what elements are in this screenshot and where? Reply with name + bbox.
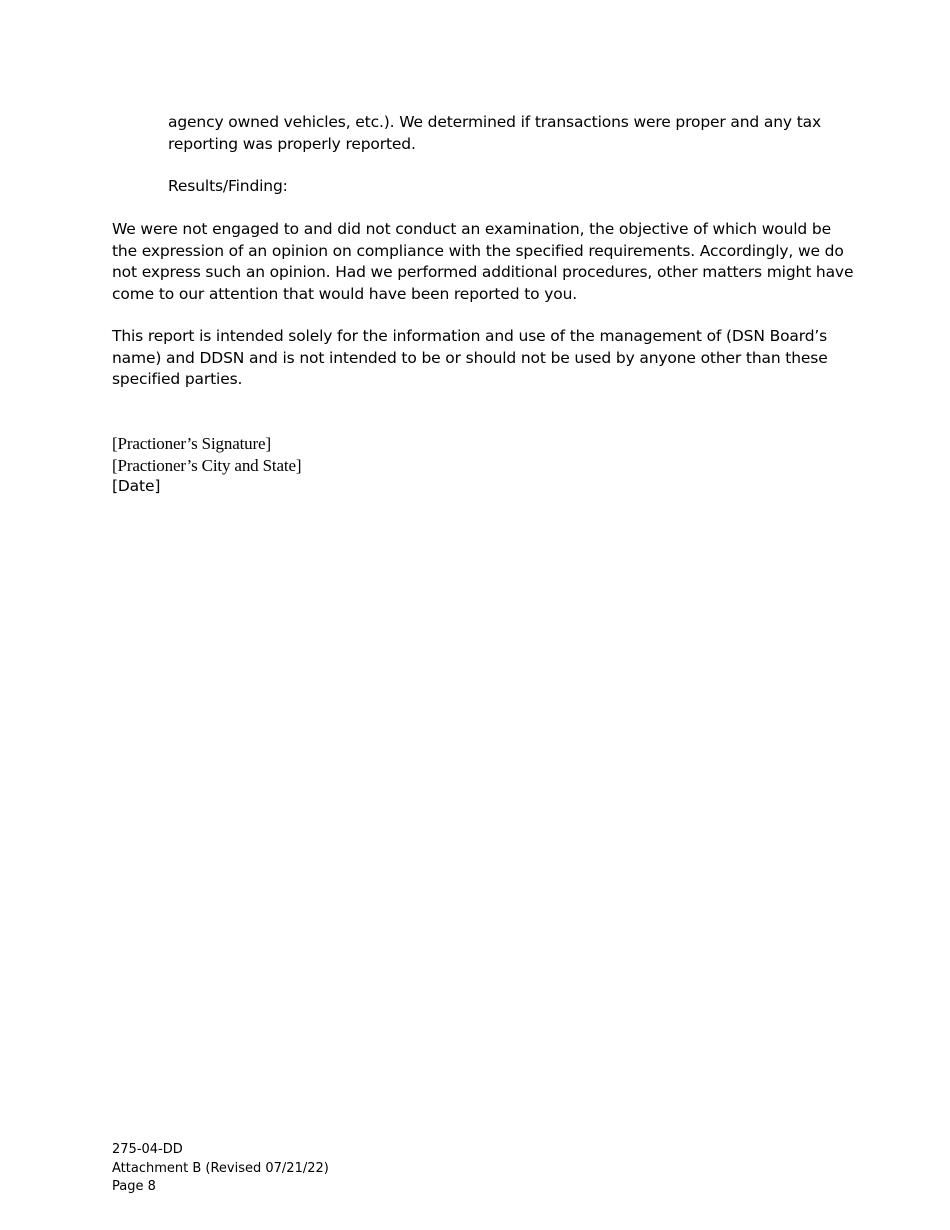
paragraph-line: We were not engaged to and did not conduct an examination, the objective of which would be <box>112 220 831 238</box>
city-state-placeholder: [Practioner’s City and State] <box>112 455 302 475</box>
paragraph-line: agency owned vehicles, etc.). We determined if transactions were proper and any tax <box>168 113 821 131</box>
footer-page-number: Page 8 <box>112 1179 156 1194</box>
footer-doc-number: 275-04-DD <box>112 1142 183 1157</box>
results-finding-label: Results/Finding: <box>168 177 288 195</box>
paragraph-line: the expression of an opinion on compliance with the specified requirements. Accordingly, we do <box>112 241 844 260</box>
signature-block <box>112 433 301 498</box>
signature-placeholder: [Practioner’s Signature] <box>112 434 271 453</box>
paragraph-line: reporting was properly reported. <box>168 134 416 153</box>
disclaimer-paragraph <box>112 219 853 305</box>
page-footer <box>112 1141 329 1197</box>
footer-attachment: Attachment B (Revised 07/21/22) <box>112 1160 329 1176</box>
paragraph-line: specified parties. <box>112 370 243 388</box>
intended-use-paragraph <box>112 326 828 391</box>
paragraph-line: come to our attention that would have been reported to you. <box>112 284 578 303</box>
paragraph-line: name) and DDSN and is not intended to be or should not be used by anyone other than these <box>112 348 828 367</box>
paragraph-line: not express such an opinion. Had we performed additional procedures, other matters might have <box>112 263 854 281</box>
top-paragraph <box>168 112 821 155</box>
date-placeholder: [Date] <box>112 477 161 495</box>
paragraph-line: This report is intended solely for the information and use of the management of (DSN Board’s <box>112 327 828 345</box>
